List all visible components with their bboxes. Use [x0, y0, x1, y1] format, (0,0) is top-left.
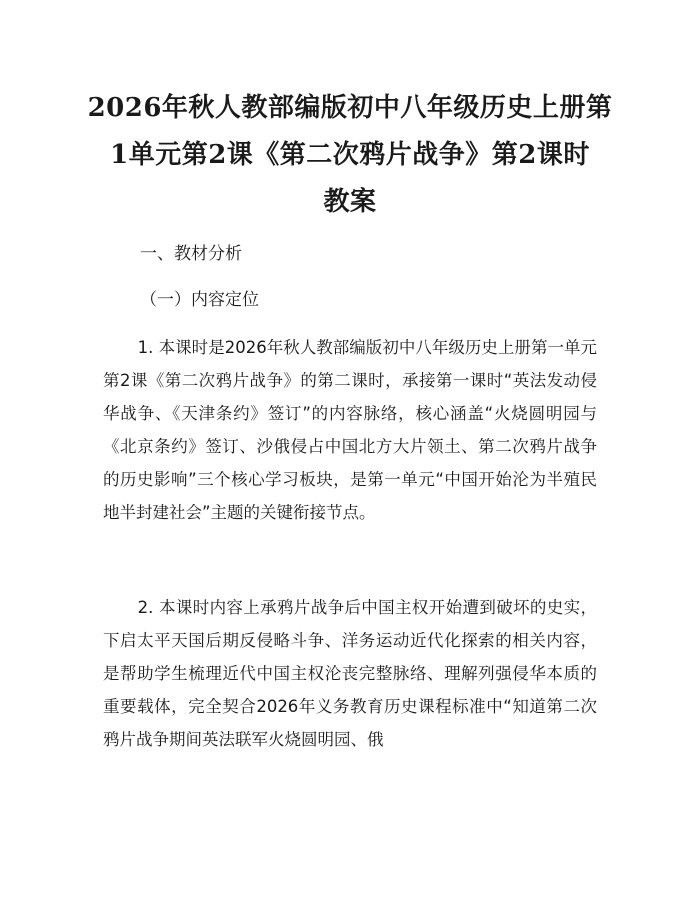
- paragraph-1: 1. 本课时是2026年秋人教部编版初中八年级历史上册第一单元第2课《第二次鸦片战争》的第二课时，承接第一课时“英法发动侵华战争、《天津条约》签订”的内容脉络，核心涵盖“火烧圆明园与《北京条约》签订、沙俄侵占中国北方大片领土、第二次鸦片战争的历史影响”三个核心学习板块，是第一单元“中国开始沦为半殖民地半封建社会”主题的关键衔接节点。: [103, 338, 597, 522]
- paragraph-2: 2. 本课时内容上承鸦片战争后中国主权开始遭到破坏的史实，下启太平天国后期反侵略斗争、洋务运动近代化探索的相关内容，是帮助学生梳理近代中国主权沦丧完整脉络、理解列强侵华本质的重要载体，完全契合2026年义务教育历史课程标准中“知道第二次鸦片战争期间英法联军火烧圆明园、俄: [103, 598, 597, 749]
- subsection-heading: （一）内容定位: [140, 290, 259, 310]
- document-title-line-2: 1单元第2课《第二次鸦片战争》第2课时: [110, 140, 590, 170]
- section-heading: 一、教材分析: [140, 244, 242, 264]
- document-title-line-1: 2026年秋人教部编版初中八年级历史上册第: [87, 93, 613, 123]
- document-title-line-3: 教案: [323, 187, 377, 217]
